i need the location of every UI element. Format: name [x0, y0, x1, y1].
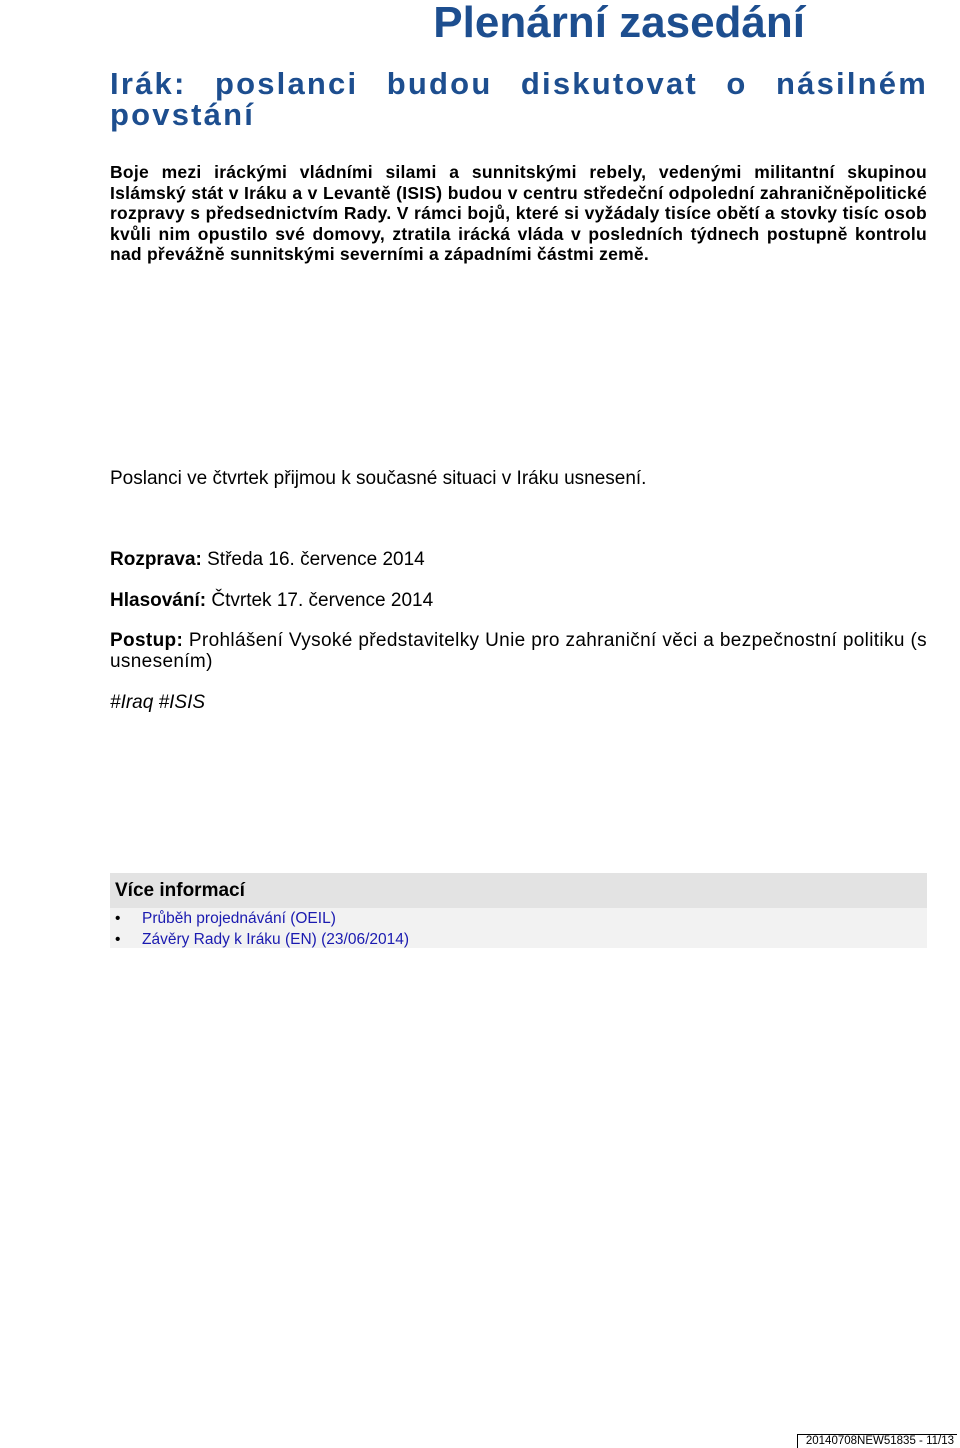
more-info-list — [110, 908, 927, 950]
more-info-title: Více informací — [115, 880, 245, 901]
debate-value: Středa 16. července 2014 — [201, 549, 425, 570]
more-info-header — [110, 873, 927, 908]
bullet-icon: • — [115, 931, 121, 948]
vote-date — [110, 590, 433, 611]
link-oeil[interactable]: Průběh projednávání (OEIL) — [142, 910, 336, 927]
procedure-value: Prohlášení Vysoké představitelky Unie pro zahraniční věci a bezpečnostní politiku (s usnesením) — [110, 630, 927, 672]
procedure-label: Postup: — [110, 630, 184, 651]
hashtags: #Iraq #ISIS — [110, 692, 206, 713]
debate-date — [110, 549, 425, 570]
list-item — [110, 929, 927, 950]
bullet-icon: • — [115, 910, 121, 927]
vote-value: Čtvrtek 17. července 2014 — [206, 590, 434, 611]
procedure — [110, 630, 927, 672]
list-item — [110, 908, 927, 929]
section-title: Plenární zasedání — [433, 0, 805, 47]
page-footer-reference: 20140708NEW51835 - 11/13 — [797, 1434, 957, 1448]
resolution-note: Poslanci ve čtvrtek přijmou k současné situaci v Iráku usnesení. — [110, 468, 647, 489]
vote-label: Hlasování: — [110, 590, 207, 611]
article-lead: Boje mezi iráckými vládními silami a sunnitskými rebely, vedenými militantní skupinou Islámský stát v Iráku a v Levantě (ISIS) budou v centru středeční odpolední zahraničněpolitické rozpravy s předsednictvím Rady. V rámci bojů, které si vyžádaly tisíce obětí a stovky tisíc osob kvůli nim opustilo své domovy, ztratila irácká vláda v posledních týdnech postupně kontrolu nad převážně sunnitskými severními a západními částmi země. — [110, 162, 927, 264]
more-info-box — [110, 873, 927, 948]
debate-label: Rozprava: — [110, 549, 202, 570]
link-council-conclusions[interactable]: Závěry Rady k Iráku (EN) (23/06/2014) — [142, 931, 410, 948]
article-headline: Irák: poslanci budou diskutovat o násilném povstání — [110, 66, 928, 132]
